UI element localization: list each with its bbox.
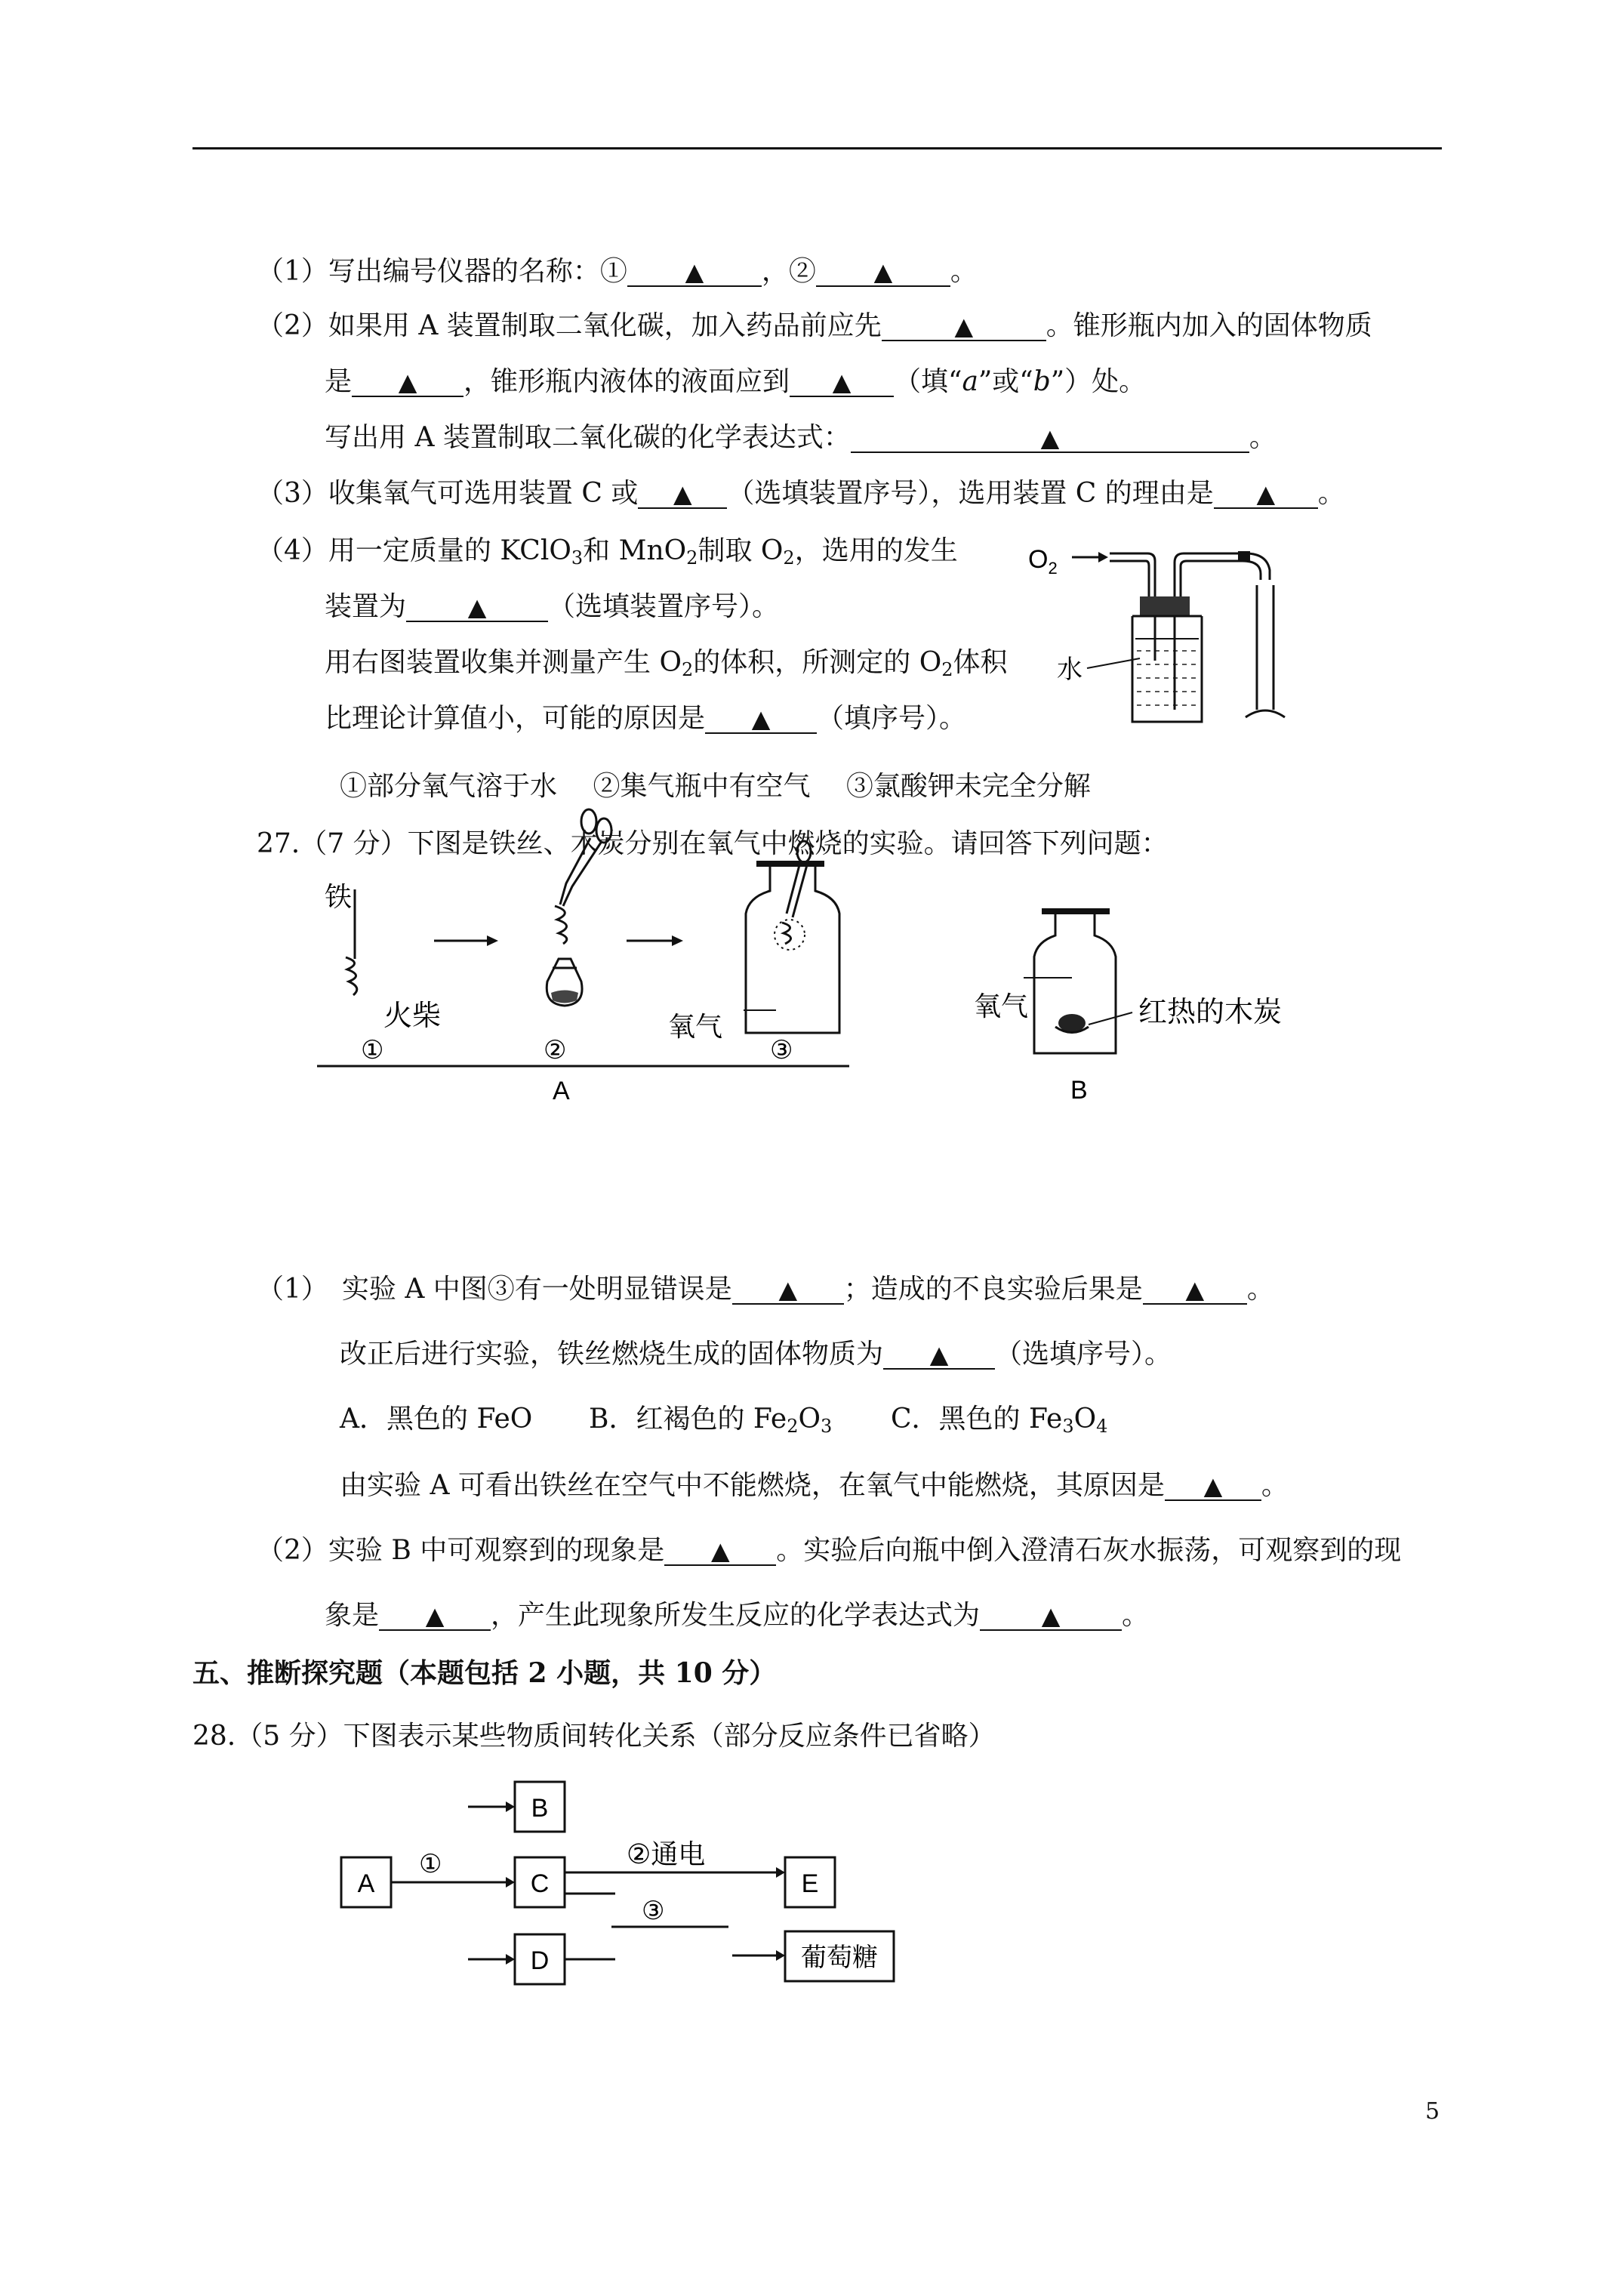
q27-part1c: 由实验 A 可看出铁丝在空气中不能燃烧，在氧气中能燃烧，其原因是 ▲ 。 bbox=[340, 1470, 1289, 1501]
figure-b-label: B bbox=[1070, 1076, 1088, 1105]
q27-title: 27.（7 分）下图是铁丝、木炭分别在氧气中燃烧的实验。请回答下列问题： bbox=[257, 828, 1169, 859]
glass-lid-b bbox=[1042, 908, 1110, 914]
answer-blank[interactable]: ▲ bbox=[638, 480, 727, 509]
answer-blank[interactable]: ▲ bbox=[1165, 1472, 1261, 1501]
q26-part3: （3）收集氧气可选用装置 C 或 ▲ （选填装置序号），选用装置 C 的理由是 ▲ 。 bbox=[257, 478, 1345, 509]
red-hot-charcoal bbox=[1058, 1014, 1086, 1032]
inlet-arrowhead bbox=[1098, 552, 1108, 562]
q27-part1: （1） 实验 A 中图③有一处明显错误是 ▲ ；造成的不良实验后果是 ▲ 。 bbox=[257, 1274, 1274, 1305]
q26-options: ①部分氧气溶于水 ②集气瓶中有空气 ③氯酸钾未完全分解 bbox=[340, 771, 1091, 802]
box-d-label: D bbox=[530, 1946, 550, 1975]
answer-blank[interactable]: ▲ bbox=[980, 1602, 1122, 1631]
q27-choice-a: A．黑色的 FeO bbox=[340, 1404, 533, 1435]
match-label: 火柴 bbox=[383, 1000, 442, 1032]
box-b-label: B bbox=[531, 1794, 549, 1823]
box-a-label: A bbox=[357, 1869, 375, 1898]
tongs-handle-b bbox=[596, 818, 611, 843]
q26-part2c: 写出用 A 装置制取二氧化碳的化学表达式： ▲ 。 bbox=[325, 422, 1277, 453]
arrow-c-to-e-head bbox=[776, 1867, 785, 1878]
q27-part2: （2）实验 B 中可观察到的现象是 ▲ 。实验后向瓶中倒入澄清石灰水振荡，可观察到的现 bbox=[257, 1535, 1402, 1566]
tongs-3 bbox=[787, 862, 808, 917]
fig-num-2: ② bbox=[544, 1036, 567, 1065]
water-label: 水 bbox=[1057, 655, 1083, 684]
o2-label: $O_2$ bbox=[1028, 545, 1058, 578]
charcoal-pointer bbox=[1089, 1012, 1132, 1025]
answer-blank[interactable]: ▲ bbox=[1143, 1276, 1247, 1305]
iron-wire-label: 铁 bbox=[325, 881, 353, 912]
q26-part4: （4）用一定质量的 KClO$_3$和 MnO$_2$制取 $O_2$，选用的发生 bbox=[257, 535, 958, 569]
arrow-1-head bbox=[487, 935, 498, 946]
q28-title: 28.（5 分）下图表示某些物质间转化关系（部分反应条件已省略） bbox=[192, 1721, 996, 1752]
tongs-handle-c bbox=[797, 841, 811, 862]
box-c-label: C bbox=[530, 1869, 550, 1898]
q26-part4c: 用右图装置收集并测量产生 $O_2$的体积，所测定的 $O_2$体积 bbox=[325, 647, 1008, 680]
answer-blank[interactable]: ▲ bbox=[851, 424, 1249, 453]
q27-choice-c: C．黑色的 $Fe_3O_4$ bbox=[891, 1404, 1108, 1437]
gas-collection-figure bbox=[1027, 529, 1329, 725]
q26-part4b: 装置为 ▲ （选填装置序号）。 bbox=[325, 591, 780, 622]
q27-choice-b: B．红褐色的 $Fe_2O_3$ bbox=[589, 1404, 833, 1437]
answer-blank[interactable]: ▲ bbox=[406, 593, 548, 622]
answer-blank[interactable]: ▲ bbox=[732, 1276, 844, 1305]
q27-part1b: 改正后进行实验，铁丝燃烧生成的固体物质为 ▲ （选填序号）。 bbox=[340, 1339, 1172, 1370]
arrow-to-d-head bbox=[506, 1954, 515, 1965]
answer-blank[interactable]: ▲ bbox=[790, 368, 894, 397]
tongs-handle-a bbox=[581, 809, 596, 834]
section-heading: 五、推断探究题（本题包括 2 小题，共 10 分） bbox=[192, 1657, 777, 1689]
arrow-to-glucose-head bbox=[776, 1950, 785, 1961]
box-glucose-label: 葡萄糖 bbox=[801, 1943, 878, 1972]
burning-sparks bbox=[775, 920, 805, 950]
step-3-label: ③ bbox=[642, 1897, 665, 1925]
answer-blank[interactable]: ▲ bbox=[352, 368, 463, 397]
iron-coil-2 bbox=[555, 906, 567, 944]
header-rule bbox=[192, 147, 1442, 149]
answer-blank[interactable]: ▲ bbox=[705, 705, 817, 734]
answer-blank[interactable]: ▲ bbox=[627, 258, 762, 287]
answer-blank[interactable]: ▲ bbox=[882, 313, 1046, 341]
answer-blank[interactable]: ▲ bbox=[883, 1341, 995, 1370]
answer-blank[interactable]: ▲ bbox=[1214, 480, 1318, 509]
fig-num-1: ① bbox=[361, 1036, 384, 1065]
glass-lid bbox=[756, 861, 824, 867]
q26-part1: （1）写出编号仪器的名称：① ▲ ，② ▲ 。 bbox=[257, 256, 978, 287]
iron-coil-1 bbox=[346, 957, 357, 995]
water-fill bbox=[1137, 651, 1197, 705]
q27-part2b: 象是 ▲ ，产生此现象所发生反应的化学表达式为 ▲ 。 bbox=[325, 1600, 1150, 1631]
iron-coil-3 bbox=[782, 923, 791, 944]
charcoal-label: 红热的木炭 bbox=[1138, 997, 1283, 1028]
figure-a-label: A bbox=[553, 1077, 570, 1105]
q26-part2b: 是 ▲ ，锥形瓶内液体的液面应到 ▲ （填“a”或“b”）处。 bbox=[325, 366, 1147, 397]
stopper bbox=[1140, 596, 1190, 616]
oxygen-label-a: 氧气 bbox=[668, 1011, 723, 1042]
oxygen-label-b: 氧气 bbox=[974, 991, 1029, 1022]
arrow-to-b-head bbox=[506, 1801, 515, 1812]
box-e-label: E bbox=[801, 1869, 819, 1898]
answer-blank[interactable]: ▲ bbox=[664, 1537, 776, 1566]
step-1-label: ① bbox=[419, 1850, 442, 1878]
iron-wire-figure bbox=[317, 808, 876, 1105]
step-2-label: ②通电 bbox=[627, 1838, 706, 1869]
charcoal-figure bbox=[959, 902, 1321, 1106]
q26-part2: （2）如果用 A 装置制取二氧化碳，加入药品前应先 ▲ 。锥形瓶内加入的固体物质 bbox=[257, 310, 1372, 341]
cylinder-base bbox=[1246, 710, 1285, 717]
arrow-a-to-c-head bbox=[506, 1877, 515, 1888]
answer-blank[interactable]: ▲ bbox=[379, 1602, 491, 1631]
graduated-cylinder bbox=[1257, 585, 1273, 710]
fig-num-3: ③ bbox=[770, 1036, 793, 1065]
rubber-joint bbox=[1238, 551, 1250, 562]
tongs-2 bbox=[560, 838, 601, 906]
arrow-2-head bbox=[672, 935, 683, 946]
answer-blank[interactable]: ▲ bbox=[816, 258, 950, 287]
lamp-fuel bbox=[551, 991, 578, 1003]
transformation-diagram bbox=[340, 1767, 944, 1993]
q26-part4d: 比理论计算值小，可能的原因是 ▲ （填序号）。 bbox=[325, 703, 967, 734]
page-number: 5 bbox=[1425, 2098, 1440, 2125]
